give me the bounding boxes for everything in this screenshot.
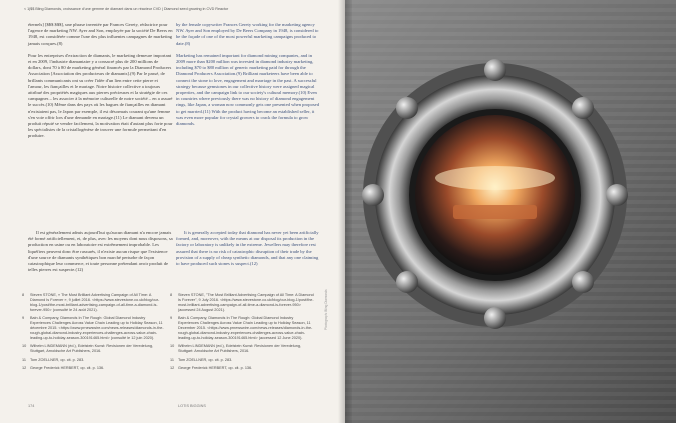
footnote: [22, 366, 167, 371]
bolt-icon: [484, 307, 506, 329]
footnote: [22, 293, 167, 313]
bolt-icon: [362, 184, 384, 206]
substrate-holder: [453, 205, 537, 219]
footnote-text: Tom ZOELLNER, op. cit. p. 283.: [178, 357, 233, 362]
english-paragraph: by the female copywriter Frances Gerety working for the marketing agency NW. Ayer and Son employed by De Beers Company in 1948, is considered to be the façade of one of the most powerful marketing campaigns produced to date.(8): [176, 22, 319, 46]
bolt-icon: [572, 97, 594, 119]
footnote: [170, 344, 315, 354]
bolt-icon: [572, 271, 594, 293]
footnote-number: 11: [22, 357, 26, 362]
english-column-top: [176, 22, 321, 133]
french-paragraph: Il est généralement admis aujourd'hui qu'aucun diamant n'a encore jamais été formé artificiellement, et, de plus, avec les moyens dont nous disposons, sa production en usine ou en laboratoire est extrêmement improbable. Les liquéfiers peuvent donc être rassurés, il n'existe aucun risque que l'existence d'une source de diamants synthétiques bon marché perturbe de façon catastrophique leur commerce, et toute personne prétendant avoir produit de telles pierres est suspecte.(12): [28, 230, 173, 273]
footnote-number: 12: [22, 366, 27, 371]
footnote-number: 8: [22, 293, 25, 297]
footnote: [22, 358, 167, 363]
footnote-text: Steven STONE, « The Most Brilliant Advertising Campaign of All Time: A Diamond Is Forever », 9 juillet 2016. <https://www.stevestone.co.uk/blog/our-blog-1/post/the-most-brilliant-advertising-campaign-of-all-time-a-diamond-is-forever-950> (consulté le 24 août 2021).: [30, 293, 160, 312]
footnote-number: 10: [22, 344, 27, 349]
photo-credit: Photograph: Bling Diamonds: [324, 289, 328, 330]
cvd-reactor-photo: [345, 0, 676, 423]
bolt-icon: [396, 97, 418, 119]
footnote: [170, 316, 315, 341]
footnote-text: Wilhelm LINDEMANN (éd.), Edelstein Kunst: Revisionen der Veredelung, Stuttgart, Arnoldsche Art Publishers, 2016.: [30, 344, 154, 354]
english-paragraph: Marketing has remained important for diamond mining companies, and in 2009 more than $200 million was invested in diamond industry marketing, including $70 to $80 million of generic marketing paid for through the Diamond Producers Association.(9) Brilliant marketeers have been able to connect the stone to love, engagement and marriage in the past. A successful strategy because gemstones in our collective history were assigned magical properties, and the campaign link to our society's cultural memory.(10) Even in countries where previously there was no history of diamond engagement rings, like Japan, a woman now commonly gets one presented when proposed to get married.(11) With the product having become an established seller, it was even more popular for crystal growers to crack the formula to grow diamonds.: [176, 52, 320, 127]
french-paragraph: Pour les entreprises d'extraction de diamants, le marketing demeure important et en 2009, l'industrie diamantaire y a consacré plus de 200 millions de dollars, dont 70 à 80 de marketing général financés par la Diamond Producers Association [Association des producteurs de diamants].(9) Par le passé, de brillants communicants ont su créer l'idée d'un lien entre cette pierre et l'amour, les fiançailles et le mariage. Notre histoire collective a toujours attribué des propriétés magiques aux pierres précieuses et la stratégie de ces campagnes – les associer à la mémoire culturelle de notre société – en a assuré le succès.(10) Même dans des pays où les bagues de fiançailles en diamant n'existaient pas, le Japon par exemple, il est désormais courant qu'une femme s'en voie offrir lors d'une demande en mariage.(11) Le diamant devenu un produit réputé se vendre facilement, la motivation était d'autant plus forte pour les spécialistes de la cristallogénèse de trouver une formule permettant d'en produire.: [28, 52, 173, 139]
footnote-number: 8: [170, 293, 173, 297]
footnote: [170, 366, 315, 371]
running-footer: LOTIS BIGGINS: [178, 404, 206, 408]
french-column-top: [28, 22, 173, 146]
bolt-icon: [396, 271, 418, 293]
footnote-number: 11: [170, 357, 174, 362]
english-paragraph: It is generally accepted today that diamond has never yet been artificially formed, and, moreover, with the means at our disposal its production in the factory or laboratory is unlikely in the extreme. Jewellers may therefore rest assured that there is no risk of catastrophic disruption of their trade by the provision of a supply of cheap synthetic diamonds, and that any one claiming to have produced such stones is suspect.(12): [176, 230, 319, 267]
page-gutter-shadow: [338, 0, 352, 423]
footnote-number: 12: [170, 366, 175, 371]
footnote-number: 9: [170, 316, 173, 321]
right-page-photo: [345, 0, 676, 423]
reactor-window: [415, 115, 575, 275]
footnote-text: George Frederick HERBERT, op. cit. p. 136.: [178, 366, 253, 371]
footnote-text: Bain & Company, Diamonds In The Rough: Global Diamond Industry Experiences Challenges Across Value Chain Leading up to Holiday Season, 11 décembre 2015. <https://www.prnewswire.com/news-releases/diamonds-in-the-rough-global-diamond-industry-experiences-challenges-across-value-chain-leading-up-to-holiday-season-300191465.html> (consulté le 12 juin 2020).: [30, 316, 164, 340]
footnote: [170, 358, 315, 363]
bolt-icon: [606, 184, 628, 206]
footnotes-english: [170, 293, 315, 375]
footnote-text: George Frederick HERBERT, op. cit. p. 136.: [30, 366, 105, 371]
english-column-bottom: [176, 230, 321, 273]
image-caption: < 1|$$ Bling Diamonds, croissance d'une gemme de diamant dans un réacteur CVD | Diamond seed growing in CVD Reactor: [24, 7, 229, 11]
page-number: 174: [28, 404, 35, 408]
footnote: [22, 316, 167, 341]
footnote-text: Wilhelm LINDEMANN (ed.), Edelstein Kunst: Revisionen der Veredelung, Stuttgart: Arnoldsche Art Publishers, 2016.: [178, 344, 302, 354]
footnote-text: Steven STONE, "The Most Brilliant Advertising Campaign of All Time: A Diamond Is Forever", 9 July 2016. <https://www.stevestone.co.uk/blog/our-blog-1/post/the-most-brilliant-advertising-campaign-of-all-time-a-diamond-is-forever-950> (accessed 24 August 2021).: [178, 293, 314, 312]
french-column-bottom: [28, 230, 173, 279]
footnote-number: 9: [22, 316, 25, 321]
bolt-icon: [484, 59, 506, 81]
footnote-text: Tom ZOELLNER, op. cit. p. 283.: [30, 357, 85, 362]
footnotes-french: [22, 293, 167, 375]
footnote: [22, 344, 167, 354]
footnote: [170, 293, 315, 313]
footnote-number: 10: [170, 344, 175, 349]
footnote-text: Bain & Company, Diamonds In The Rough: Global Diamond Industry Experiences Challenges Across Value Chain Leading up to Holiday Season, 11 December 2015. <https://www.prnewswire.com/news-releases/diamonds-in-the-rough-global-diamond-industry-experiences-challenges-across-value-chain-leading-up-to-holiday-season-300191465.html> (accessed 12 June 2020).: [178, 316, 313, 340]
french-paragraph: éternels] [$$$ $$$], une phrase inventée par Frances Gerety, rédactrice pour l'agence de marketing NW. Ayer and Son, employée par la société De Beers en 1948, est considérée comme l'une des plus influentes campagnes de marketing jamais conçues.(8): [28, 22, 173, 46]
